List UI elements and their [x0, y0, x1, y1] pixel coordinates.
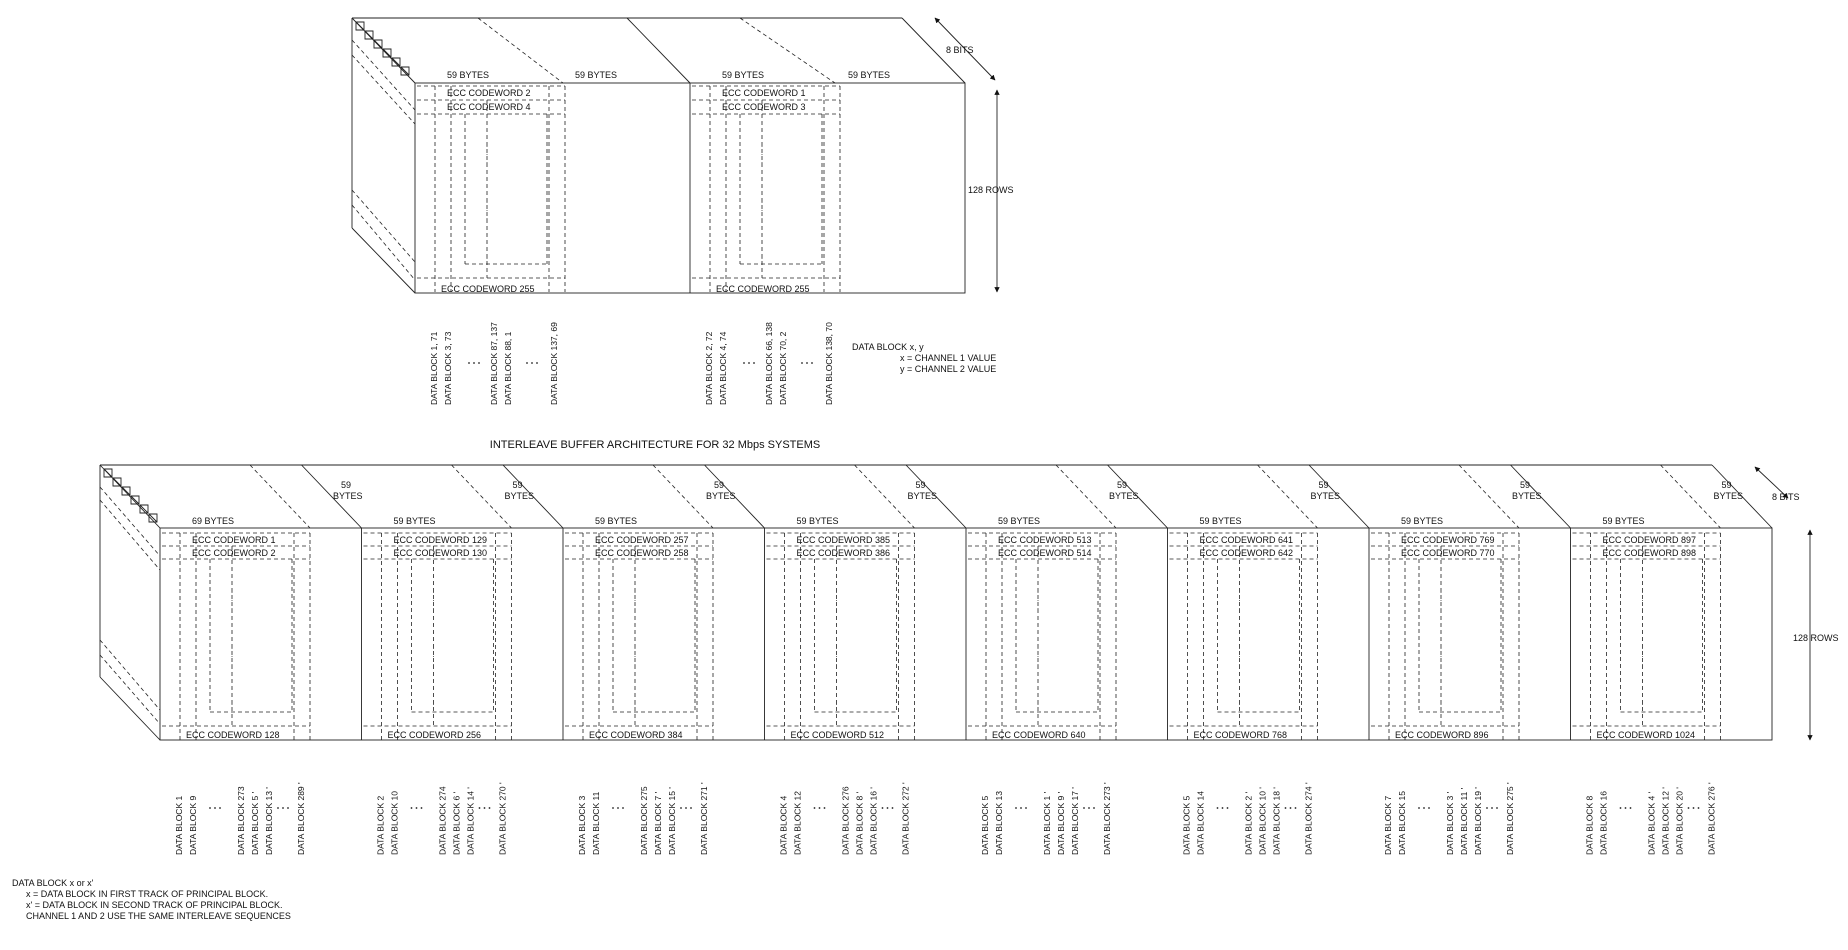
- top-column-1: [417, 70, 617, 405]
- data-block-label: DATA BLOCK 274 ': [1303, 782, 1314, 855]
- top-rows-label: 128 ROWS: [968, 185, 1014, 195]
- bottom-codeword-b: ECC CODEWORD 258: [595, 548, 689, 558]
- top-column-bytes-label: 59 BYTES: [722, 70, 765, 80]
- data-block-label: DATA BLOCK 13: [994, 791, 1004, 855]
- top-legend-line-1: DATA BLOCK x, y: [852, 342, 924, 352]
- data-block-label: DATA BLOCK 1 ': [1042, 791, 1052, 855]
- top-legend-line-3: y = CHANNEL 2 VALUE: [900, 364, 997, 374]
- bottom-codeword-a: ECC CODEWORD 641: [1199, 535, 1294, 545]
- data-block-label: DATA BLOCK 5: [980, 795, 990, 855]
- bottom-column-bytes-label: 59 BYTES: [998, 516, 1041, 526]
- bottom-column-6: [1108, 465, 1341, 855]
- data-block-label: DATA BLOCK 270 ': [497, 782, 508, 855]
- bottom-column-bytes-label: 59 BYTES: [595, 516, 638, 526]
- bottom-back-bytes-unit: BYTES: [1310, 491, 1341, 501]
- bottom-back-bytes-number: 59: [1318, 480, 1329, 490]
- bottom-column-bytes-label: 59 BYTES: [1199, 516, 1242, 526]
- data-block-label: DATA BLOCK 17 ': [1070, 787, 1080, 855]
- bottom-codeword-b: ECC CODEWORD 898: [1602, 548, 1697, 558]
- bottom-codeword-b: ECC CODEWORD 514: [998, 548, 1092, 558]
- bottom-legend-line-1: DATA BLOCK x or x': [12, 878, 94, 888]
- bottom-codeword-a: ECC CODEWORD 513: [998, 535, 1092, 545]
- top-codeword-a: ECC CODEWORD 2: [447, 88, 531, 98]
- data-block-label: DATA BLOCK 14: [1195, 791, 1206, 855]
- data-block-label: DATA BLOCK 275 ': [1505, 782, 1515, 855]
- bottom-bit-label: 8 BITS: [1772, 492, 1800, 502]
- data-block-label: DATA BLOCK 14 ': [465, 787, 476, 855]
- bottom-back-bytes-number: 59: [1721, 480, 1732, 490]
- bottom-codeword-last: ECC CODEWORD 128: [186, 730, 280, 740]
- top-legend-line-2: x = CHANNEL 1 VALUE: [900, 353, 997, 363]
- top-back-bytes-label: 59 BYTES: [848, 70, 891, 80]
- bottom-codeword-b: ECC CODEWORD 130: [393, 548, 488, 558]
- bottom-codeword-last: ECC CODEWORD 512: [790, 730, 885, 740]
- bottom-codeword-last: ECC CODEWORD 640: [992, 730, 1086, 740]
- bottom-back-bytes-unit: BYTES: [504, 491, 535, 501]
- bottom-column-8: [1511, 465, 1744, 855]
- bottom-back-bytes-unit: BYTES: [907, 491, 938, 501]
- bottom-legend-line-2: x = DATA BLOCK IN FIRST TRACK OF PRINCIPAL BLOCK.: [26, 889, 269, 899]
- data-block-label: DATA BLOCK 273 ': [1102, 782, 1112, 855]
- top-codeword-last: ECC CODEWORD 255: [441, 284, 535, 294]
- data-block-label: DATA BLOCK 16 ': [868, 787, 879, 855]
- data-block-label: DATA BLOCK 70, 2: [778, 331, 788, 405]
- data-block-label: DATA BLOCK 5: [1181, 795, 1192, 855]
- data-block-label: DATA BLOCK 4, 74: [718, 331, 728, 405]
- data-block-label: DATA BLOCK 1: [174, 795, 184, 855]
- bottom-codeword-last: ECC CODEWORD 896: [1395, 730, 1489, 740]
- data-block-label: DATA BLOCK 10 ': [1257, 787, 1268, 855]
- bottom-column-bytes-label: 69 BYTES: [192, 516, 235, 526]
- bottom-column-bytes-label: 59 BYTES: [393, 516, 436, 526]
- data-block-label: DATA BLOCK 1, 71: [429, 331, 439, 405]
- data-block-label: DATA BLOCK 272 ': [900, 782, 911, 855]
- top-codeword-a: ECC CODEWORD 1: [722, 88, 806, 98]
- data-block-label: DATA BLOCK 273: [236, 786, 246, 855]
- bottom-codeword-last: ECC CODEWORD 384: [589, 730, 683, 740]
- bottom-codeword-last: ECC CODEWORD 768: [1193, 730, 1288, 740]
- bottom-legend-line-3: x' = DATA BLOCK IN SECOND TRACK OF PRINCIPAL BLOCK.: [26, 900, 283, 910]
- top-codeword-b: ECC CODEWORD 3: [722, 102, 806, 112]
- data-block-label: DATA BLOCK 3, 73: [443, 331, 453, 405]
- data-block-label: DATA BLOCK 19 ': [1473, 787, 1483, 855]
- data-block-label: DATA BLOCK 10: [389, 791, 400, 855]
- top-legend: [852, 342, 996, 374]
- bottom-column-bytes-label: 59 BYTES: [796, 516, 839, 526]
- bottom-back-bytes-number: 59: [1520, 480, 1531, 490]
- bottom-legend-line-4: CHANNEL 1 AND 2 USE THE SAME INTERLEAVE SEQUENCES: [26, 911, 291, 921]
- bottom-codeword-b: ECC CODEWORD 770: [1401, 548, 1495, 558]
- data-block-label: DATA BLOCK 13 ': [264, 787, 274, 855]
- data-block-label: DATA BLOCK 2: [375, 795, 386, 855]
- bottom-back-bytes-unit: BYTES: [1109, 491, 1139, 501]
- data-block-label: DATA BLOCK 9 ': [1056, 791, 1066, 855]
- data-block-label: DATA BLOCK 276: [840, 786, 851, 855]
- data-block-label: DATA BLOCK 9: [188, 795, 198, 855]
- bottom-column-7: [1309, 465, 1542, 855]
- data-block-label: DATA BLOCK 12: [792, 791, 803, 855]
- data-block-label: DATA BLOCK 4: [778, 795, 789, 855]
- bottom-codeword-a: ECC CODEWORD 257: [595, 535, 689, 545]
- top-bit-label: 8 BITS: [946, 45, 974, 55]
- bottom-codeword-last: ECC CODEWORD 1024: [1596, 730, 1696, 740]
- bottom-column-1: [162, 465, 363, 855]
- data-block-label: DATA BLOCK 66, 138: [764, 322, 774, 405]
- data-block-label: DATA BLOCK 18 ': [1271, 787, 1282, 855]
- bottom-rows-label: 128 ROWS: [1793, 633, 1839, 643]
- bottom-back-bytes-unit: BYTES: [1713, 491, 1744, 501]
- bottom-codeword-a: ECC CODEWORD 769: [1401, 535, 1495, 545]
- data-block-label: DATA BLOCK 274: [437, 786, 448, 855]
- bottom-column-4: [705, 465, 938, 855]
- data-block-label: DATA BLOCK 87, 137: [489, 322, 499, 405]
- data-block-label: DATA BLOCK 2, 72: [704, 331, 714, 405]
- data-block-label: DATA BLOCK 3: [577, 795, 587, 855]
- top-codeword-last: ECC CODEWORD 255: [716, 284, 810, 294]
- data-block-label: DATA BLOCK 289 ': [296, 782, 306, 855]
- bottom-codeword-a: ECC CODEWORD 385: [796, 535, 891, 545]
- data-block-label: DATA BLOCK 2 ': [1243, 791, 1254, 855]
- bottom-codeword-b: ECC CODEWORD 386: [796, 548, 891, 558]
- top-column-2: [692, 70, 890, 405]
- data-block-label: DATA BLOCK 137, 69: [549, 322, 559, 405]
- bottom-buffer: [162, 465, 1743, 855]
- data-block-label: DATA BLOCK 88, 1: [503, 331, 513, 405]
- top-codeword-b: ECC CODEWORD 4: [447, 102, 531, 112]
- data-block-label: DATA BLOCK 6 ': [451, 791, 462, 855]
- data-block-label: DATA BLOCK 11: [591, 791, 601, 855]
- bottom-back-bytes-number: 59: [512, 480, 523, 490]
- bottom-legend: [12, 878, 291, 921]
- bottom-codeword-a: ECC CODEWORD 897: [1602, 535, 1697, 545]
- bottom-codeword-b: ECC CODEWORD 642: [1199, 548, 1294, 558]
- data-block-label: DATA BLOCK 276 ': [1706, 782, 1717, 855]
- data-block-label: DATA BLOCK 15: [1397, 791, 1407, 855]
- bottom-codeword-a: ECC CODEWORD 129: [393, 535, 488, 545]
- bottom-column-2: [302, 465, 535, 855]
- bottom-back-bytes-number: 59: [341, 480, 352, 490]
- data-block-label: DATA BLOCK 7: [1383, 795, 1393, 855]
- data-block-label: DATA BLOCK 11 ': [1459, 787, 1469, 855]
- bottom-back-bytes-unit: BYTES: [333, 491, 363, 501]
- data-block-label: DATA BLOCK 4 ': [1646, 791, 1657, 855]
- bottom-back-bytes-number: 59: [915, 480, 926, 490]
- data-block-label: DATA BLOCK 3 ': [1445, 791, 1455, 855]
- bottom-column-bytes-label: 59 BYTES: [1602, 516, 1645, 526]
- top-column-bytes-label: 59 BYTES: [447, 70, 490, 80]
- data-block-label: DATA BLOCK 138, 70: [824, 322, 834, 405]
- bottom-column-5: [906, 465, 1139, 855]
- top-back-bytes-label: 59 BYTES: [575, 70, 618, 80]
- bottom-column-3: [503, 465, 736, 855]
- bottom-codeword-b: ECC CODEWORD 2: [192, 548, 276, 558]
- bottom-back-bytes-number: 59: [714, 480, 725, 490]
- bottom-column-bytes-label: 59 BYTES: [1401, 516, 1444, 526]
- data-block-label: DATA BLOCK 8: [1584, 795, 1595, 855]
- bottom-back-bytes-unit: BYTES: [706, 491, 736, 501]
- data-block-label: DATA BLOCK 275: [639, 786, 649, 855]
- data-block-label: DATA BLOCK 20 ': [1674, 787, 1685, 855]
- bottom-codeword-last: ECC CODEWORD 256: [387, 730, 482, 740]
- data-block-label: DATA BLOCK 7 ': [653, 791, 663, 855]
- data-block-label: DATA BLOCK 271 ': [699, 782, 709, 855]
- bottom-codeword-a: ECC CODEWORD 1: [192, 535, 276, 545]
- data-block-label: DATA BLOCK 5 ': [250, 791, 260, 855]
- top-buffer: [417, 70, 890, 405]
- bottom-back-bytes-number: 59: [1117, 480, 1128, 490]
- diagram-title: INTERLEAVE BUFFER ARCHITECTURE FOR 32 Mbps SYSTEMS: [489, 439, 821, 451]
- data-block-label: DATA BLOCK 15 ': [667, 787, 677, 855]
- data-block-label: DATA BLOCK 16: [1598, 791, 1609, 855]
- data-block-label: DATA BLOCK 12 ': [1660, 787, 1671, 855]
- data-block-label: DATA BLOCK 8 ': [854, 791, 865, 855]
- bottom-back-bytes-unit: BYTES: [1512, 491, 1542, 501]
